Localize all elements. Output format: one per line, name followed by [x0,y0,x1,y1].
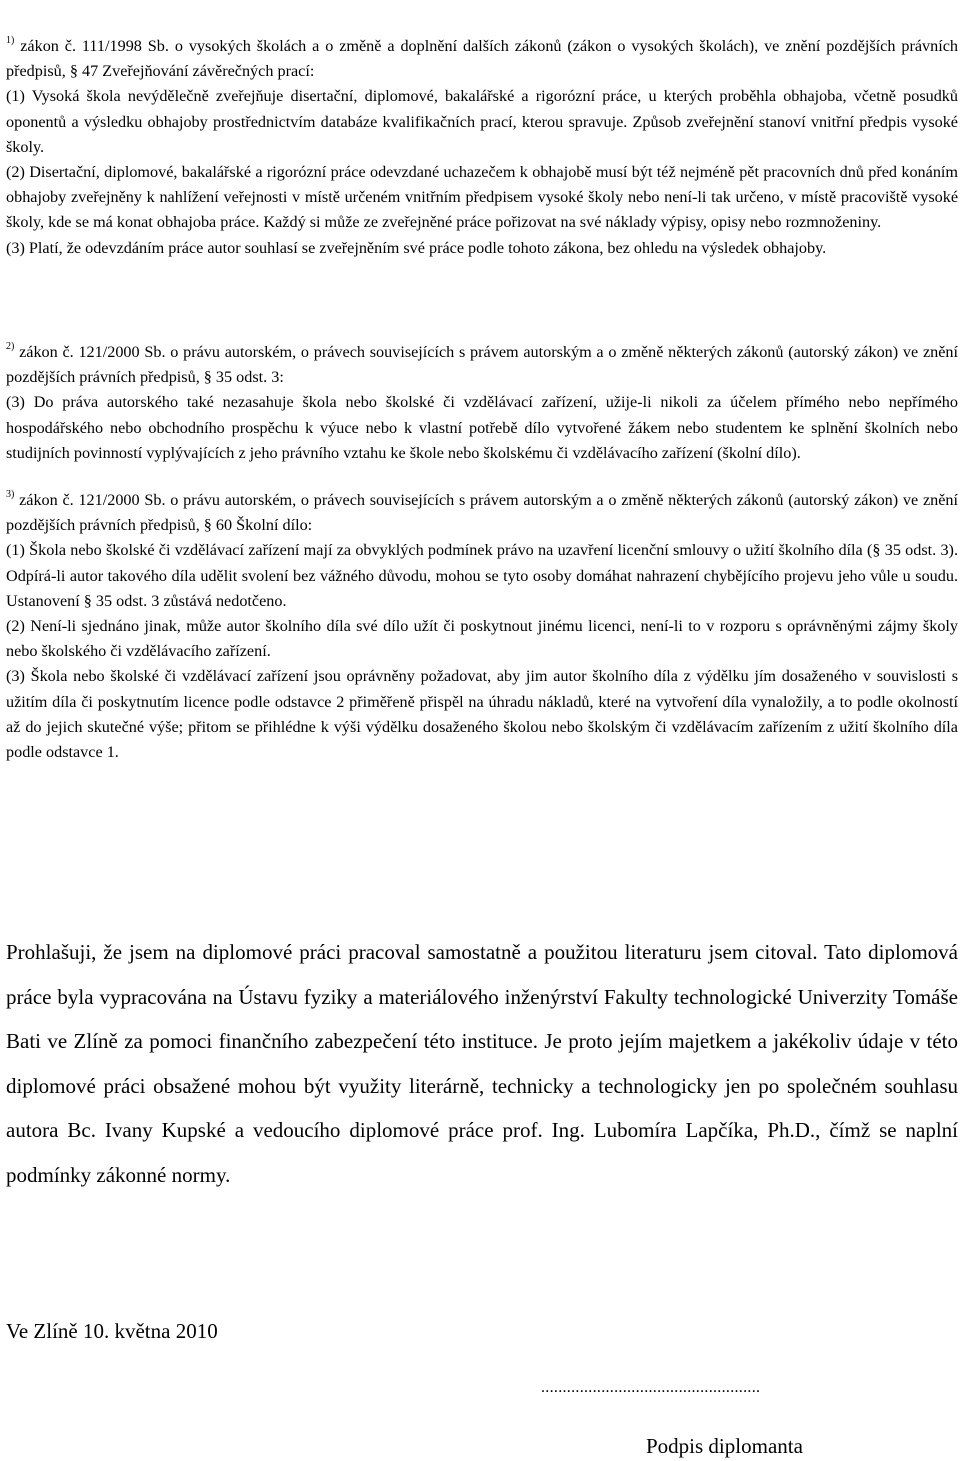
footnote-3-ref-text: zákon č. 121/2000 Sb. o právu autorském, o právech souvisejících s právem autorským a o změně některých zákonů (autorský zákon) ve znění pozdějších právních předpisů, § 60 Školní dílo: [6,491,958,535]
footnote-1-mark: 1) [6,34,15,46]
footnote-3 [6,488,958,765]
footnote-1-paragraph-1: (1) Vysoká škola nevýdělečně zveřejňuje disertační, diplomové, bakalářské a rigorózní práce, u kterých proběhla obhajoba, včetně posudků oponentů a výsledku obhajoby prostřednictvím databáze kvalifikačních prací, kterou spravuje. Způsob zveřejnění stanoví vnitřní předpis vysoké školy. [6,87,958,156]
footnote-3-mark: 3) [6,488,15,500]
footnote-2-ref-text: zákon č. 121/2000 Sb. o právu autorském, o právech souvisejících s právem autorským a o změně některých zákonů (autorský zákon) ve znění pozdějších právních předpisů, § 35 odst. 3: [6,343,958,387]
footnote-3-paragraph-2: (2) Není-li sjednáno jinak, může autor školního díla své dílo užít či poskytnout jinému licenci, není-li to v rozporu s oprávněnými zájmy školy nebo školského či vzdělávacího zařízení. [6,617,958,661]
footnote-1-paragraph-3: (3) Platí, že odevzdáním práce autor souhlasí se zveřejněním své práce podle tohoto zákona, bez ohledu na výsledek obhajoby. [6,238,827,257]
footnote-2-mark: 2) [6,340,15,352]
footnote-2 [6,340,958,466]
footnote-3-paragraph-3: (3) Škola nebo školské či vzdělávací zařízení jsou oprávněny požadovat, aby jim autor školního díla z výdělku jím dosaženého v souvislosti s užitím díla či poskytnutím licence podle odstavce 2 přiměřeně přispěl na úhradu nákladů, které na vytvoření díla vynaložily, a to podle okolností až do jejich skutečné výše; přitom se přihlédne k výši výdělku dosaženého školou nebo školským či vzdělávacím zařízením z užití školního díla podle odstavce 1. [6,667,958,762]
footnote-1-ref-text: zákon č. 111/1998 Sb. o vysokých školách a o změně a doplnění dalších zákonů (zákon o vysokých školách), ve znění pozdějších právních předpisů, § 47 Zveřejňování závěrečných prací: [6,37,958,81]
place-and-date: Ve Zlíně 10. května 2010 [6,1319,218,1343]
footnote-2-paragraph-1: (3) Do práva autorského také nezasahuje škola nebo školské či vzdělávací zařízení, užije-li nikoli za účelem přímého nebo nepřímého hospodářského nebo obchodního prospěchu k výuce nebo k vlastní potřebě dílo vytvořené žákem nebo studentem ke splnění školních nebo studijních povinností vyplývajících z jeho právního vztahu ke škole nebo školskému či vzdělávacího zařízení (školní dílo). [6,393,958,462]
footnote-2-reference [6,340,958,390]
footnote-1-paragraph-2: (2) Disertační, diplomové, bakalářské a rigorózní práce odevzdané uchazečem k obhajobě musí být též nejméně pět pracovních dnů před konáním obhajoby zveřejněny k nahlížení veřejnosti v místě určeném vnitřním předpisem vysoké školy nebo není-li tak určeno, v místě pracoviště vysoké školy, kde se má konat obhajoba práce. Každý si může ze zveřejněné práce pořizovat na své náklady výpisy, opisy nebo rozmnoženiny. [6,163,958,232]
declaration-text: Prohlašuji, že jsem na diplomové práci pracoval samostatně a použitou literaturu jsem citoval. Tato diplomová práce byla vypracována na Ústavu fyziky a materiálového inženýrství Fakulty technologické Univerzity Tomáše Bati ve Zlíně za pomoci finančního zabezpečení této instituce. Je proto jejím majetkem a jakékoliv údaje v této diplomové práci obsažené mohou být využity literárně, technicky a technologicky jen po společném souhlasu autora Bc. Ivany Kupské a vedoucího diplomové práce prof. Ing. Lubomíra Lapčíka, Ph.D., čímž se naplní podmínky zákonné normy. [6,940,958,1187]
signature-label: Podpis diplomanta [646,1434,803,1458]
footnote-1 [6,34,958,261]
footnote-1-reference [6,34,958,84]
footnote-3-reference [6,488,958,538]
signature-line: ................................................... [541,1379,761,1396]
footnote-3-paragraph-1: (1) Škola nebo školské či vzdělávací zařízení mají za obvyklých podmínek právo na uzavření licenční smlouvy o užití školního díla (§ 35 odst. 3). Odpírá-li autor takového díla udělit svolení bez vážného důvodu, mohou se tyto osoby domáhat nahrazení chybějícího projevu jeho vůle u soudu. Ustanovení § 35 odst. 3 zůstává nedotčeno. [6,541,958,610]
